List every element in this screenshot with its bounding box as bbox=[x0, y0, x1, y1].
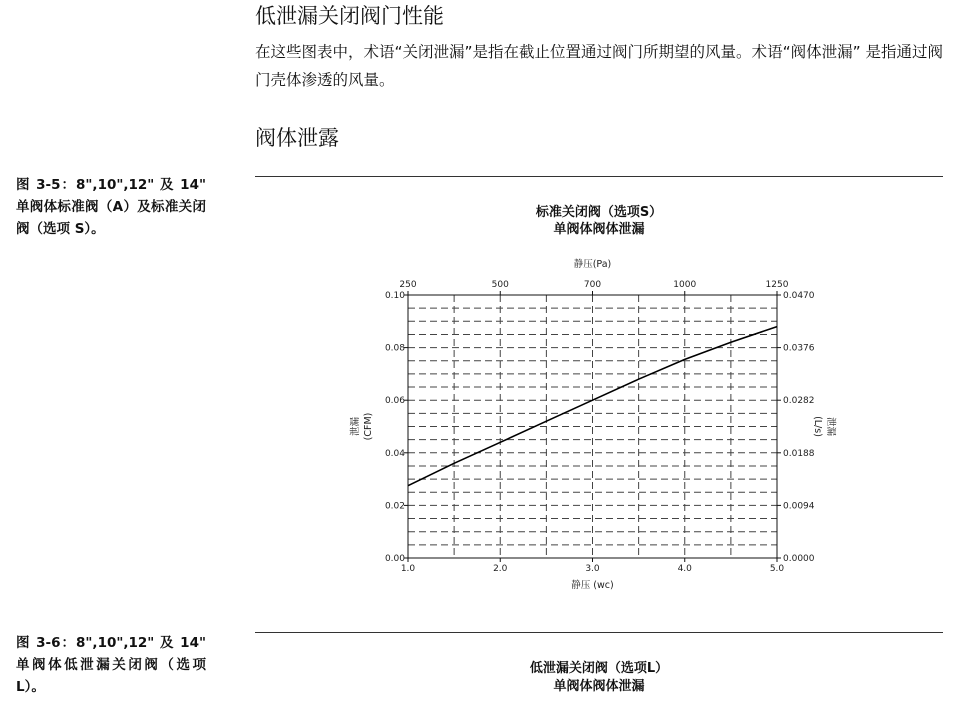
section-title: 低泄漏关闭阀门性能 bbox=[255, 4, 444, 28]
subsection-title: 阀体泄露 bbox=[255, 126, 339, 150]
y-axis-unit: (CFM) bbox=[363, 412, 374, 441]
section-paragraph: 在这些图表中，术语“关闭泄漏”是指在截止位置通过阀门所期望的风量。术语“阀体泄漏” 是指通过阀门壳体渗透的风量。 bbox=[255, 43, 944, 89]
x-tick-label: 5.0 bbox=[769, 564, 785, 574]
x-tick-label: 4.0 bbox=[677, 564, 692, 574]
y2-tick-label: 0.0376 bbox=[783, 343, 815, 354]
x2-tick-label: 1250 bbox=[765, 280, 789, 290]
y-tick-label: 0.06 bbox=[384, 396, 405, 407]
y-tick-label: 0.10 bbox=[384, 291, 405, 301]
y2-tick-label: 0.0188 bbox=[783, 448, 815, 459]
y2-tick-label: 0.0282 bbox=[783, 396, 815, 407]
divider-line bbox=[255, 176, 943, 177]
chart-subtitle: 单阀体阀体泄漏 bbox=[553, 222, 645, 237]
divider-line bbox=[255, 632, 943, 633]
figure-caption-3-5: 图 3-5：8",10",12" 及 14" 单阀体标准阀（A）及标准关闭阀（选项 S）。 bbox=[16, 177, 206, 237]
x2-axis-title: 静压(Pa) bbox=[573, 259, 612, 270]
x-tick-label: 1.0 bbox=[400, 564, 416, 574]
chart-title: 标准关闭阀（选项S） bbox=[535, 205, 663, 220]
chart-title: 低泄漏关闭阀（选项L） bbox=[529, 661, 669, 676]
y-tick-label: 0.02 bbox=[384, 501, 405, 512]
y-tick-label: 0.04 bbox=[384, 448, 405, 459]
y2-axis-unit: (L/s) bbox=[812, 416, 823, 437]
chart-subtitle: 单阀体阀体泄漏 bbox=[553, 679, 645, 694]
y-axis-title: 泄漏 bbox=[350, 416, 361, 437]
leakage-chart bbox=[330, 250, 870, 600]
y2-tick-label: 0.0470 bbox=[783, 291, 815, 301]
x2-tick-label: 700 bbox=[583, 280, 602, 290]
x2-tick-label: 500 bbox=[491, 280, 509, 290]
x-tick-label: 2.0 bbox=[493, 564, 508, 574]
y-tick-label: 0.00 bbox=[384, 554, 405, 564]
figure-caption-3-6: 图 3-6：8",10",12" 及 14" 单阀体低泄漏关闭阀（选项 L）。 bbox=[16, 635, 206, 695]
x2-tick-label: 250 bbox=[399, 280, 417, 290]
y2-tick-label: 0.0094 bbox=[783, 501, 815, 512]
y2-axis-title: 泄漏 bbox=[825, 416, 836, 437]
x-axis-title: 静压 (wc) bbox=[571, 580, 614, 591]
y-tick-label: 0.08 bbox=[384, 343, 405, 354]
x-tick-label: 3.0 bbox=[585, 564, 600, 574]
x2-tick-label: 1000 bbox=[673, 280, 697, 290]
y2-tick-label: 0.0000 bbox=[783, 554, 815, 564]
